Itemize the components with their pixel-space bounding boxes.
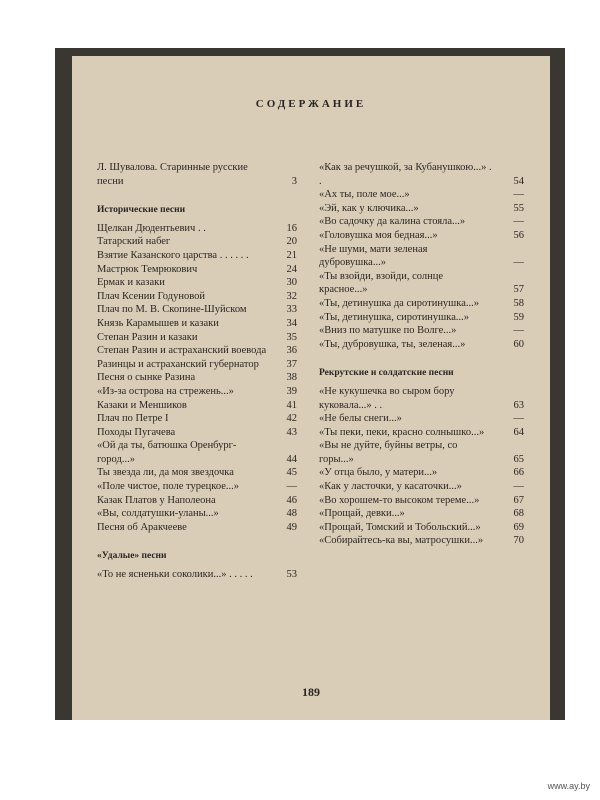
toc-entry xyxy=(97,426,297,440)
toc-entry xyxy=(319,466,524,480)
toc-entry-page: — xyxy=(513,216,524,228)
toc-entry xyxy=(319,439,524,466)
toc-entry xyxy=(97,290,297,304)
toc-entry xyxy=(97,568,297,582)
toc-entry-title: Казак Платов у Наполеона xyxy=(97,494,216,506)
toc-entry-page: 48 xyxy=(286,508,297,520)
toc-entry-page: 33 xyxy=(286,304,297,316)
toc-entry-title: «Не шуми, мати зеленая дубровушка...» xyxy=(319,243,428,269)
toc-entry xyxy=(97,412,297,426)
toc-entry-title: «Ты взойди, взойди, солнце красное...» xyxy=(319,270,443,296)
toc-entry-title: «Ой да ты, батюшка Оренбург-город...» xyxy=(97,440,237,465)
toc-entry-title: «Вы, солдатушки-уланы...» xyxy=(97,508,219,520)
toc-entry-title: «Ты, детинушка, сиротинушка...» xyxy=(319,311,469,323)
toc-entry xyxy=(97,399,297,413)
toc-entry xyxy=(319,215,524,229)
toc-entry xyxy=(319,188,524,202)
toc-entry-page: 37 xyxy=(286,358,297,370)
toc-entry-title: «У отца было, у матери...» xyxy=(319,467,438,479)
toc-entry xyxy=(319,270,524,297)
toc-entry-page: 68 xyxy=(513,508,524,520)
toc-entry-title: «Из-за острова на стрежень...» xyxy=(97,385,234,397)
toc-entry-title: Степан Разин и казаки xyxy=(97,331,198,343)
toc-entry-page: 57 xyxy=(513,284,524,296)
toc-entry xyxy=(97,466,297,480)
toc-entry xyxy=(319,480,524,494)
toc-entry-title: Походы Пугачева xyxy=(97,426,176,438)
contents-heading: СОДЕРЖАНИЕ xyxy=(255,98,367,110)
toc-entry xyxy=(97,480,297,494)
toc-entry-page: 46 xyxy=(286,494,297,506)
toc-entry-title: Татарский набег xyxy=(97,236,171,248)
toc-entry-page: 67 xyxy=(513,494,524,506)
toc-entry xyxy=(97,263,297,277)
toc-entry-title: Князь Карамышев и казаки xyxy=(97,317,219,329)
toc-entry-title: «Ты пеки, пеки, красно солнышко...» xyxy=(319,426,485,438)
toc-entry-page: 53 xyxy=(286,569,297,581)
left-column xyxy=(97,161,297,582)
toc-entry-page: 63 xyxy=(513,399,524,411)
toc-entry xyxy=(319,297,524,311)
page-number: 189 xyxy=(302,685,320,699)
toc-entry-title: «Как у ласточки, у касаточки...» xyxy=(319,481,462,493)
toc-entry-page: 24 xyxy=(286,263,297,275)
toc-entry-title: Ты звезда ли, да моя звездочка xyxy=(97,467,234,479)
toc-entry xyxy=(97,385,297,399)
toc-entry-title: Мастрюк Темрюкович xyxy=(97,263,198,275)
toc-entry-page: 66 xyxy=(513,467,524,479)
toc-entry-page: 49 xyxy=(286,521,297,533)
toc-entry-title: Песня о сынке Разина xyxy=(97,372,196,384)
toc-entry-title: «Прощай, Томский и Тобольский...» xyxy=(319,521,481,533)
toc-entry-title: «Вы не дуйте, буйны ветры, со горы...» xyxy=(319,440,458,465)
toc-entry xyxy=(319,338,524,352)
toc-entry-page: 43 xyxy=(286,426,297,438)
toc-entry xyxy=(319,311,524,325)
toc-entry-title: «Во хорошем-то высоком тереме...» xyxy=(319,494,480,506)
toc-entry xyxy=(319,161,524,188)
toc-entry xyxy=(97,344,297,358)
toc-entry xyxy=(319,426,524,440)
toc-entry-page: 30 xyxy=(286,277,297,289)
toc-entry xyxy=(97,371,297,385)
toc-entry xyxy=(319,534,524,548)
toc-entry-page: 56 xyxy=(513,229,524,241)
toc-entry-page: 42 xyxy=(286,413,297,425)
toc-entry xyxy=(319,507,524,521)
toc-entry-page: 64 xyxy=(513,426,524,438)
toc-entry xyxy=(97,235,297,249)
toc-entry xyxy=(97,507,297,521)
toc-entry-page: — xyxy=(513,413,524,425)
section-heading: «Удалые» песни xyxy=(97,551,167,562)
toc-entry-page: 54 xyxy=(513,175,524,187)
watermark: www.ay.by xyxy=(547,781,590,791)
toc-entry-title: «Как за речушкой, за Кубанушкою...» . . xyxy=(319,162,492,187)
toc-entry-page: 39 xyxy=(286,385,297,397)
toc-entry xyxy=(97,161,297,188)
toc-entry-page: 44 xyxy=(286,453,297,465)
toc-entry xyxy=(97,249,297,263)
toc-entry-title: «Ты, детинушка да сиротинушка...» xyxy=(319,297,479,309)
toc-entry-title: Казаки и Меншиков xyxy=(97,399,187,411)
toc-entry-title: «Ах ты, поле мое...» xyxy=(319,189,410,201)
toc-entry xyxy=(97,317,297,331)
toc-entry-page: 58 xyxy=(513,297,524,309)
toc-entry-page: 20 xyxy=(286,236,297,248)
toc-entry-page: — xyxy=(286,481,297,493)
toc-entry-title: «Вниз по матушке по Волге...» xyxy=(319,325,457,337)
toc-entry-title: Плач по Петре I xyxy=(97,413,169,425)
toc-entry-page: 3 xyxy=(291,175,297,187)
toc-entry-page: 70 xyxy=(513,535,524,547)
toc-entry-title: «Собирайтесь-ка вы, матросушки...» xyxy=(319,535,484,547)
toc-entry xyxy=(319,324,524,338)
toc-entry-page: 36 xyxy=(286,345,297,357)
toc-entry-page: 32 xyxy=(286,290,297,302)
toc-entry-title: «Ты, дубровушка, ты, зеленая...» xyxy=(319,338,466,350)
toc-entry xyxy=(97,521,297,535)
toc-entry xyxy=(97,222,297,236)
toc-entry-title: «Поле чистое, поле турецкое...» xyxy=(97,481,239,493)
toc-entry xyxy=(319,243,524,270)
toc-entry xyxy=(319,202,524,216)
toc-entry-page: 16 xyxy=(286,222,297,234)
toc-entry xyxy=(97,439,297,466)
toc-entry-title: «Прощай, девки...» xyxy=(319,508,405,520)
toc-entry xyxy=(97,494,297,508)
toc-entry xyxy=(319,521,524,535)
toc-entry-title: Песня об Аракчееве xyxy=(97,521,187,533)
toc-entry-title: «Эй, как у ключика...» xyxy=(319,202,419,214)
toc-entry-title: Разинцы и астраханский губернатор xyxy=(97,358,259,370)
toc-entry-page: 38 xyxy=(286,372,297,384)
toc-entry-page: 55 xyxy=(513,202,524,214)
toc-entry-title: Л. Шувалова. Старинные русские песни xyxy=(97,162,248,187)
toc-entry-title: Ермак и казаки xyxy=(97,277,165,289)
toc-entry-page: — xyxy=(513,325,524,337)
toc-entry-title: «Не белы снеги...» xyxy=(319,413,402,425)
toc-entry-page: 69 xyxy=(513,521,524,533)
toc-entry-title: «Во садочку да калина стояла...» xyxy=(319,216,466,228)
toc-entry-page: 41 xyxy=(286,399,297,411)
toc-entry xyxy=(319,385,524,412)
toc-entry xyxy=(319,229,524,243)
toc-entry-page: 35 xyxy=(286,331,297,343)
toc-entry xyxy=(319,494,524,508)
toc-entry-title: «То не ясненьки соколики...» . . . . . xyxy=(97,569,253,581)
toc-entry-title: Щелкан Дюдентьевич . . xyxy=(97,222,206,234)
book-page xyxy=(72,56,550,720)
toc-entry-page: 59 xyxy=(513,311,524,323)
toc-entry-title: «Головушка моя бедная...» xyxy=(319,229,438,241)
toc-entry xyxy=(97,276,297,290)
toc-entry xyxy=(97,358,297,372)
toc-entry-page: 65 xyxy=(513,453,524,465)
right-column xyxy=(319,161,524,548)
toc-entry-page: 45 xyxy=(286,467,297,479)
toc-entry-page: — xyxy=(513,481,524,493)
toc-entry xyxy=(97,303,297,317)
toc-entry-title: Плач по М. В. Скопине-Шуйском xyxy=(97,304,247,316)
toc-entry-page: 60 xyxy=(513,338,524,350)
toc-entry-title: Взятие Казанского царства . . . . . . xyxy=(97,249,249,261)
toc-entry-page: — xyxy=(513,257,524,269)
toc-entry xyxy=(319,412,524,426)
section-heading: Исторические песни xyxy=(97,205,186,216)
toc-entry xyxy=(97,331,297,345)
toc-entry-title: Степан Разин и астраханский воевода xyxy=(97,345,267,357)
toc-entry-title: «Не кукушечка во сыром бору куковала...» . . xyxy=(319,385,455,411)
section-heading: Рекрутские и солдатские песни xyxy=(319,368,454,379)
toc-entry-page: — xyxy=(513,189,524,201)
toc-entry-page: 34 xyxy=(286,317,297,329)
toc-entry-title: Плач Ксении Годуновой xyxy=(97,290,205,302)
toc-entry-page: 21 xyxy=(286,249,297,261)
